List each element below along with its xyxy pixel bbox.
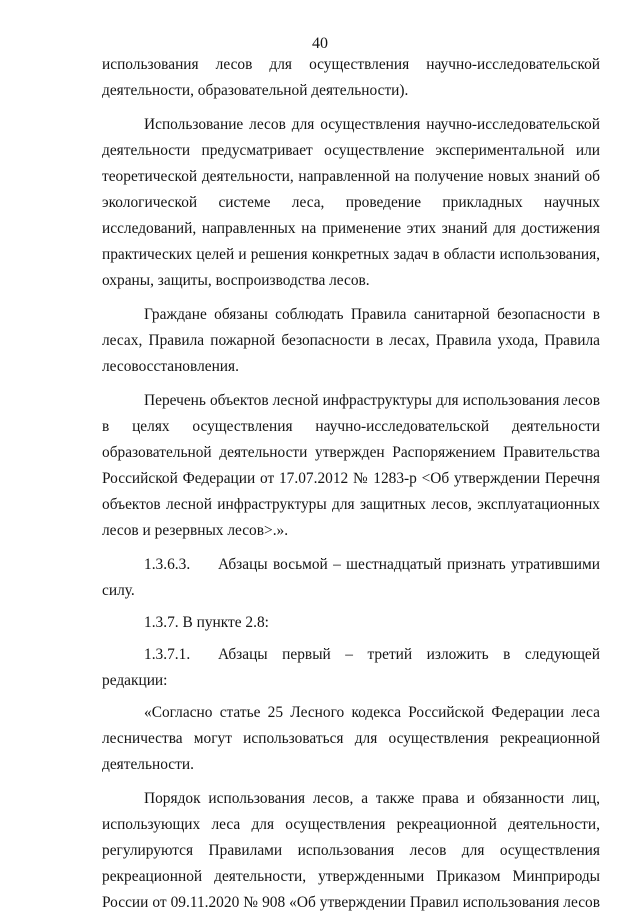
clause-1-3-7: 1.3.7. В пункте 2.8: bbox=[144, 614, 269, 631]
clause-number: 1.3.6.3. bbox=[144, 556, 191, 573]
clause-1-3-7-1 bbox=[102, 642, 600, 694]
clause-text: Абзацы первый – третий изложить в следующей редакции: bbox=[102, 646, 600, 689]
paragraph-infrastructure-list: Перечень объектов лесной инфраструктуры для использования лесов в целях осуществления научно-исследовательской деятельности образовательной деятельности утвержден Распоряжением Правительства Российской Федерации от 17.07.2012 № 1283-р <Об утверждении Перечня объектов лесной инфраструктуры для защитных лесов, эксплуатационных лесов и резервных лесов>.». bbox=[102, 392, 600, 539]
paragraph-continuation: использования лесов для осуществления научно-исследовательской деятельности, образовательной деятельности). bbox=[102, 56, 600, 99]
clause-1-3-6-3 bbox=[102, 552, 600, 604]
paragraph-citizens-obligations: Граждане обязаны соблюдать Правила санитарной безопасности в лесах, Правила пожарной безопасности в лесах, Правила ухода, Правила лесовосстановления. bbox=[102, 306, 600, 375]
paragraph-research-use: Использование лесов для осуществления научно-исследовательской деятельности предусматривает осуществление экспериментальной или теоретической деятельности, направленной на получение новых знаний об экологической системе леса, проведение прикладных научных исследований, направленных на применение этих знаний для достижения практических целей и решения конкретных задач в области использования, охраны, защиты, воспроизводства лесов. bbox=[102, 116, 600, 289]
quoted-paragraph-recreation: «Согласно статье 25 Лесного кодекса Российской Федерации леса лесничества могут использоваться для осуществления рекреационной деятельности. bbox=[102, 704, 600, 773]
page-number: 40 bbox=[312, 35, 328, 52]
quoted-paragraph-procedure: Порядок использования лесов, а также права и обязанности лиц, использующих леса для осуществления рекреационной деятельности, регулируются Правилами использования лесов для осуществления рекреационной деятельности, утвержденными Приказом Минприроды России от 09.11.2020 № 908 «Об утверждении Правил использования лесов bbox=[102, 790, 600, 911]
document-body bbox=[102, 52, 600, 924]
clause-number: 1.3.7.1. bbox=[144, 646, 191, 663]
clause-text: Абзацы восьмой – шестнадцатый признать утратившими силу. bbox=[102, 556, 600, 599]
